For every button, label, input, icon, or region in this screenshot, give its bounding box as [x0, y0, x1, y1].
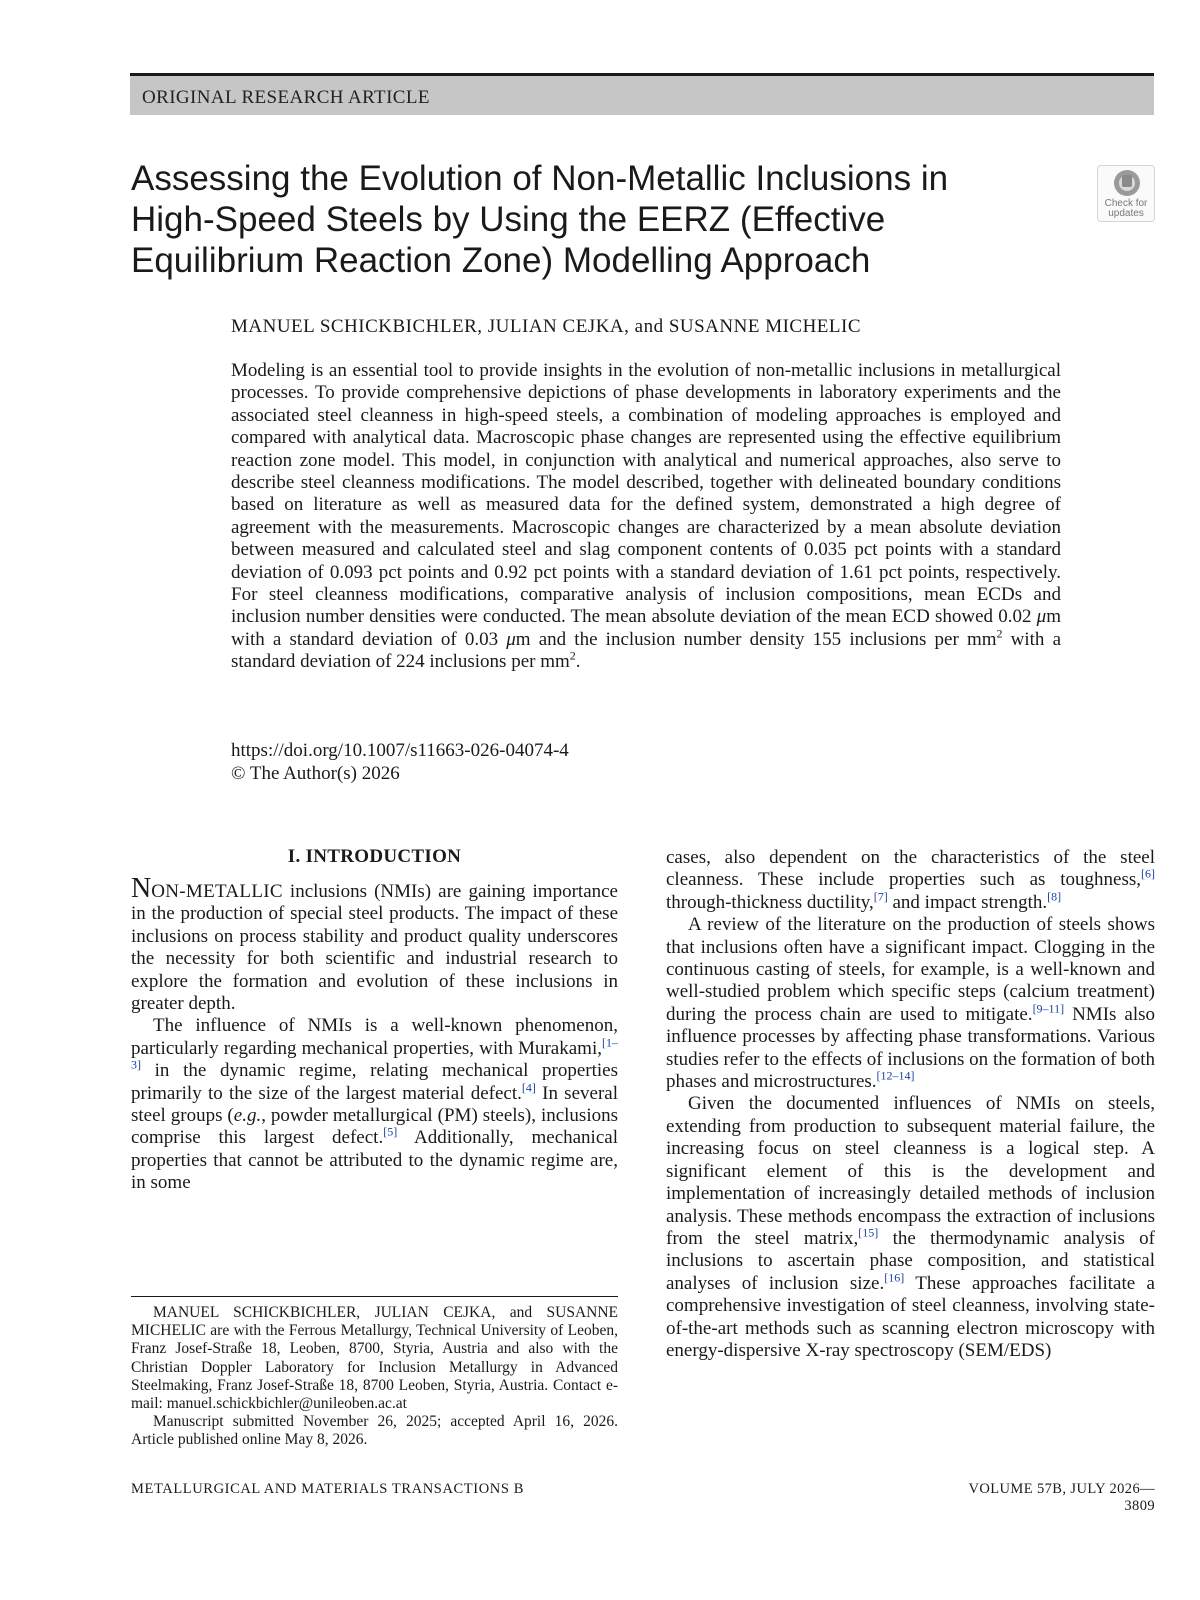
intro-paragraph-2: The influence of NMIs is a well-known phenomenon, particularly regarding mechanical properties, with Murakami,[1–3] in the dynamic regime, relating mechanical properties primarily to the size of the largest material defect.[4] In several steel groups (e.g., powder metallurgical (PM) steels), inclusions comprise this largest defect.[5] Additionally, mechanical properties that cannot be attributed to the dynamic regime are, in some [131, 1015, 618, 1194]
abstract: Modeling is an essential tool to provide insights in the evolution of non-metallic inclusions in metallurgical processes. To provide comprehensive depictions of phase developments in laboratory experiments and the associated steel cleanness in high-speed steels, a combination of modeling approaches is employed and compared with analytical data. Macroscopic phase changes are represented using the effective equilibrium reaction zone model. This model, in conjunction with analytical and numerical approaches, also serve to describe steel cleanness modifications. The model described, together with delineated boundary conditions based on literature as well as measured data for the defined system, demonstrated a high degree of agreement with the measurements. Macroscopic changes are characterized by a mean absolute deviation between measured and calculated steel and slag component contents of 0.035 pct points with a standard deviation of 0.093 pct points and 0.92 pct points with a standard deviation of 1.61 pct points, respectively. For steel cleanness modifications, comparative analysis of inclusion compositions, mean ECDs and inclusion number densities were conducted. The mean absolute deviation of the mean ECD showed 0.02 μm with a standard deviation of 0.03 μm and the inclusion number density 155 inclusions per $mm^2$ with a standard deviation of 224 inclusions per $mm^2$. [231, 360, 1062, 673]
affiliation-note: MANUEL SCHICKBICHLER, JULIAN CEJKA, and SUSANNE MICHELIC are with the Ferrous Metallurgy, Technical University of Leoben, Franz Josef-Straße 18, Leoben, 8700, Styria, Austria and also with the Christian Doppler Laboratory for Inclusion Metallurgy in Advanced Steelmaking, Franz Josef-Straße 18, 8700 Leoben, Styria, Austria. Contact e-mail: manuel.schickbichler@unileoben.ac.at [131, 1304, 618, 1413]
reference-link[interactable]: [5] [383, 1125, 398, 1140]
author-footnote [131, 1304, 618, 1450]
footnote-divider [131, 1296, 618, 1297]
article-title: Assessing the Evolution of Non-Metallic Inclusions in High-Speed Steels by Using the EERZ (Effective Equilibrium Reaction Zone) Modelling Approach [131, 159, 949, 280]
right-column [666, 847, 1155, 1362]
article-type-banner [130, 73, 1154, 115]
reference-link[interactable]: [8] [1047, 889, 1062, 904]
submission-dates: Manuscript submitted November 26, 2025; accepted April 16, 2026. Article published online May 8, 2026. [131, 1413, 618, 1449]
check-for-updates-label: Check for updates [1104, 198, 1148, 219]
reference-link[interactable]: [9–11] [1032, 1001, 1065, 1016]
intro-paragraph-1: NON-METALLIC inclusions (NMIs) are gaining importance in the production of special steel products. The impact of these inclusions on process stability and product quality underscores the necessity for both scientific and industrial research to explore the formation and evolution of these inclusions in greater depth. [131, 873, 618, 1015]
section-heading-introduction: I. INTRODUCTION [287, 846, 462, 867]
article-type-label: ORIGINAL RESEARCH ARTICLE [142, 87, 430, 108]
volume-page: VOLUME 57B, JULY 2026—3809 [968, 1481, 1155, 1514]
check-for-updates-badge[interactable] [1097, 165, 1155, 222]
reference-link[interactable]: [1–3] [131, 1035, 618, 1072]
journal-name: METALLURGICAL AND MATERIALS TRANSACTIONS B [131, 1481, 524, 1497]
intro-paragraph-4: Given the documented influences of NMIs on steels, extending from production to subsequent material failure, the increasing focus on steel cleanness is a logical step. A significant element of this is the development and implementation of increasingly detailed methods of inclusion analysis. These methods encompass the extraction of inclusions from the steel matrix,[15] the thermodynamic analysis of inclusions to ascertain phase composition, and statistical analyses of inclusion size.[16] These approaches facilitate a comprehensive investigation of steel cleanness, involving state-of-the-art methods such as scanning electron microscopy with energy-dispersive X-ray spectroscopy (SEM/EDS) [666, 1093, 1155, 1361]
reference-link[interactable]: [12–14] [876, 1068, 915, 1083]
check-for-updates-icon [1113, 169, 1141, 197]
reference-link[interactable]: [16] [884, 1270, 905, 1285]
reference-link[interactable]: [6] [1141, 867, 1155, 882]
reference-link[interactable]: [4] [521, 1080, 536, 1095]
reference-link[interactable]: [15] [858, 1225, 879, 1240]
author-list: MANUEL SCHICKBICHLER, JULIAN CEJKA, and SUSANNE MICHELIC [231, 316, 862, 337]
doi-link[interactable]: https://doi.org/10.1007/s11663-026-04074-4 [231, 740, 569, 761]
left-column [131, 873, 618, 1195]
intro-paragraph-2-continued: cases, also dependent on the characteristics of the steel cleanness. These include properties such as toughness,[6] through-thickness ductility,[7] and impact strength.[8] [666, 847, 1155, 913]
copyright-notice: © The Author(s) 2026 [231, 763, 400, 784]
intro-paragraph-3: A review of the literature on the production of steels shows that inclusions often have a significant impact. Clogging in the continuous casting of steels, for example, is a well-known and well-studied problem which specific steps (calcium treatment) during the process chain are used to mitigate.[9–11] NMIs also influence processes by affecting phase transformations. Various studies refer to the effects of inclusions on the formation of both phases and microstructures.[12–14] [666, 914, 1155, 1093]
reference-link[interactable]: [7] [873, 889, 888, 904]
